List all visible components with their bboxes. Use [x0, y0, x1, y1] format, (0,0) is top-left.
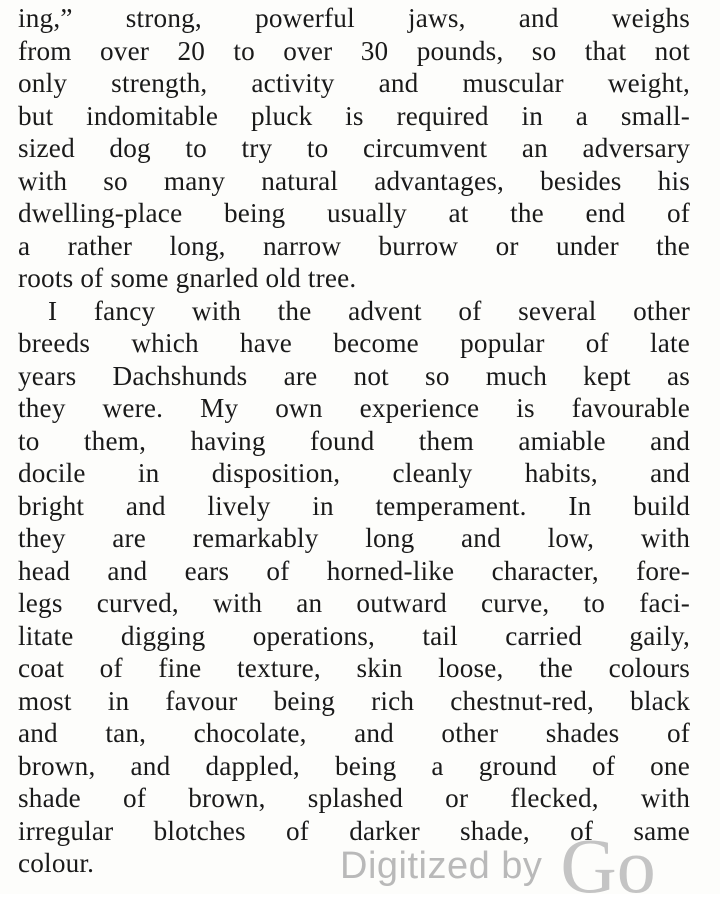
- text-line: and tan, chocolate, and other shades of: [18, 718, 690, 748]
- text-line: shade of brown, splashed or flecked, with: [18, 783, 690, 813]
- text-column: [18, 2, 690, 880]
- digitized-by-watermark: [340, 822, 656, 909]
- text-line: coat of fine texture, skin loose, the colours: [18, 653, 690, 683]
- text-line: I fancy with the advent of several other: [48, 295, 690, 326]
- text-line: ing,” strong, powerful jaws, and weighs: [18, 3, 690, 33]
- text-line: but indomitable pluck is required in a small-: [18, 100, 690, 131]
- text-line: a rather long, narrow burrow or under the: [18, 230, 690, 261]
- text-line: from over 20 to over 30 pounds, so that not: [18, 35, 690, 66]
- text-line: head and ears of horned-like character, fore-: [18, 555, 690, 586]
- text-line: they were. My own experience is favourable: [18, 393, 690, 423]
- text-line: legs curved, with an outward curve, to faci-: [18, 588, 690, 618]
- text-line: with so many natural advantages, besides his: [18, 165, 690, 196]
- text-line: most in favour being rich chestnut-red, black: [18, 685, 690, 716]
- text-line: docile in disposition, cleanly habits, and: [18, 458, 690, 488]
- text-line: breeds which have become popular of late: [18, 328, 690, 358]
- text-line: irregular blotches of darker shade, of same: [18, 815, 690, 846]
- text-line: years Dachshunds are not so much kept as: [18, 360, 690, 391]
- text-line: only strength, activity and muscular weight,: [18, 68, 690, 98]
- text-line: they are remarkably long and low, with: [18, 523, 690, 553]
- text-line: colour.: [18, 848, 95, 878]
- text-line: litate digging operations, tail carried gaily,: [18, 620, 690, 651]
- paragraph-1: [18, 2, 690, 295]
- google-logo-icon: Go: [560, 822, 656, 909]
- text-line: bright and lively in temperament. In build: [18, 490, 690, 521]
- text-line: brown, and dappled, being a ground of one: [18, 750, 690, 781]
- watermark-text: Digitized by: [340, 844, 543, 887]
- paragraph-2: [18, 295, 690, 880]
- text-line: sized dog to try to circumvent an adversary: [18, 133, 690, 163]
- text-line: roots of some gnarled old tree.: [18, 263, 357, 293]
- text-line: dwelling-place being usually at the end of: [18, 198, 690, 228]
- text-line: to them, having found them amiable and: [18, 425, 690, 456]
